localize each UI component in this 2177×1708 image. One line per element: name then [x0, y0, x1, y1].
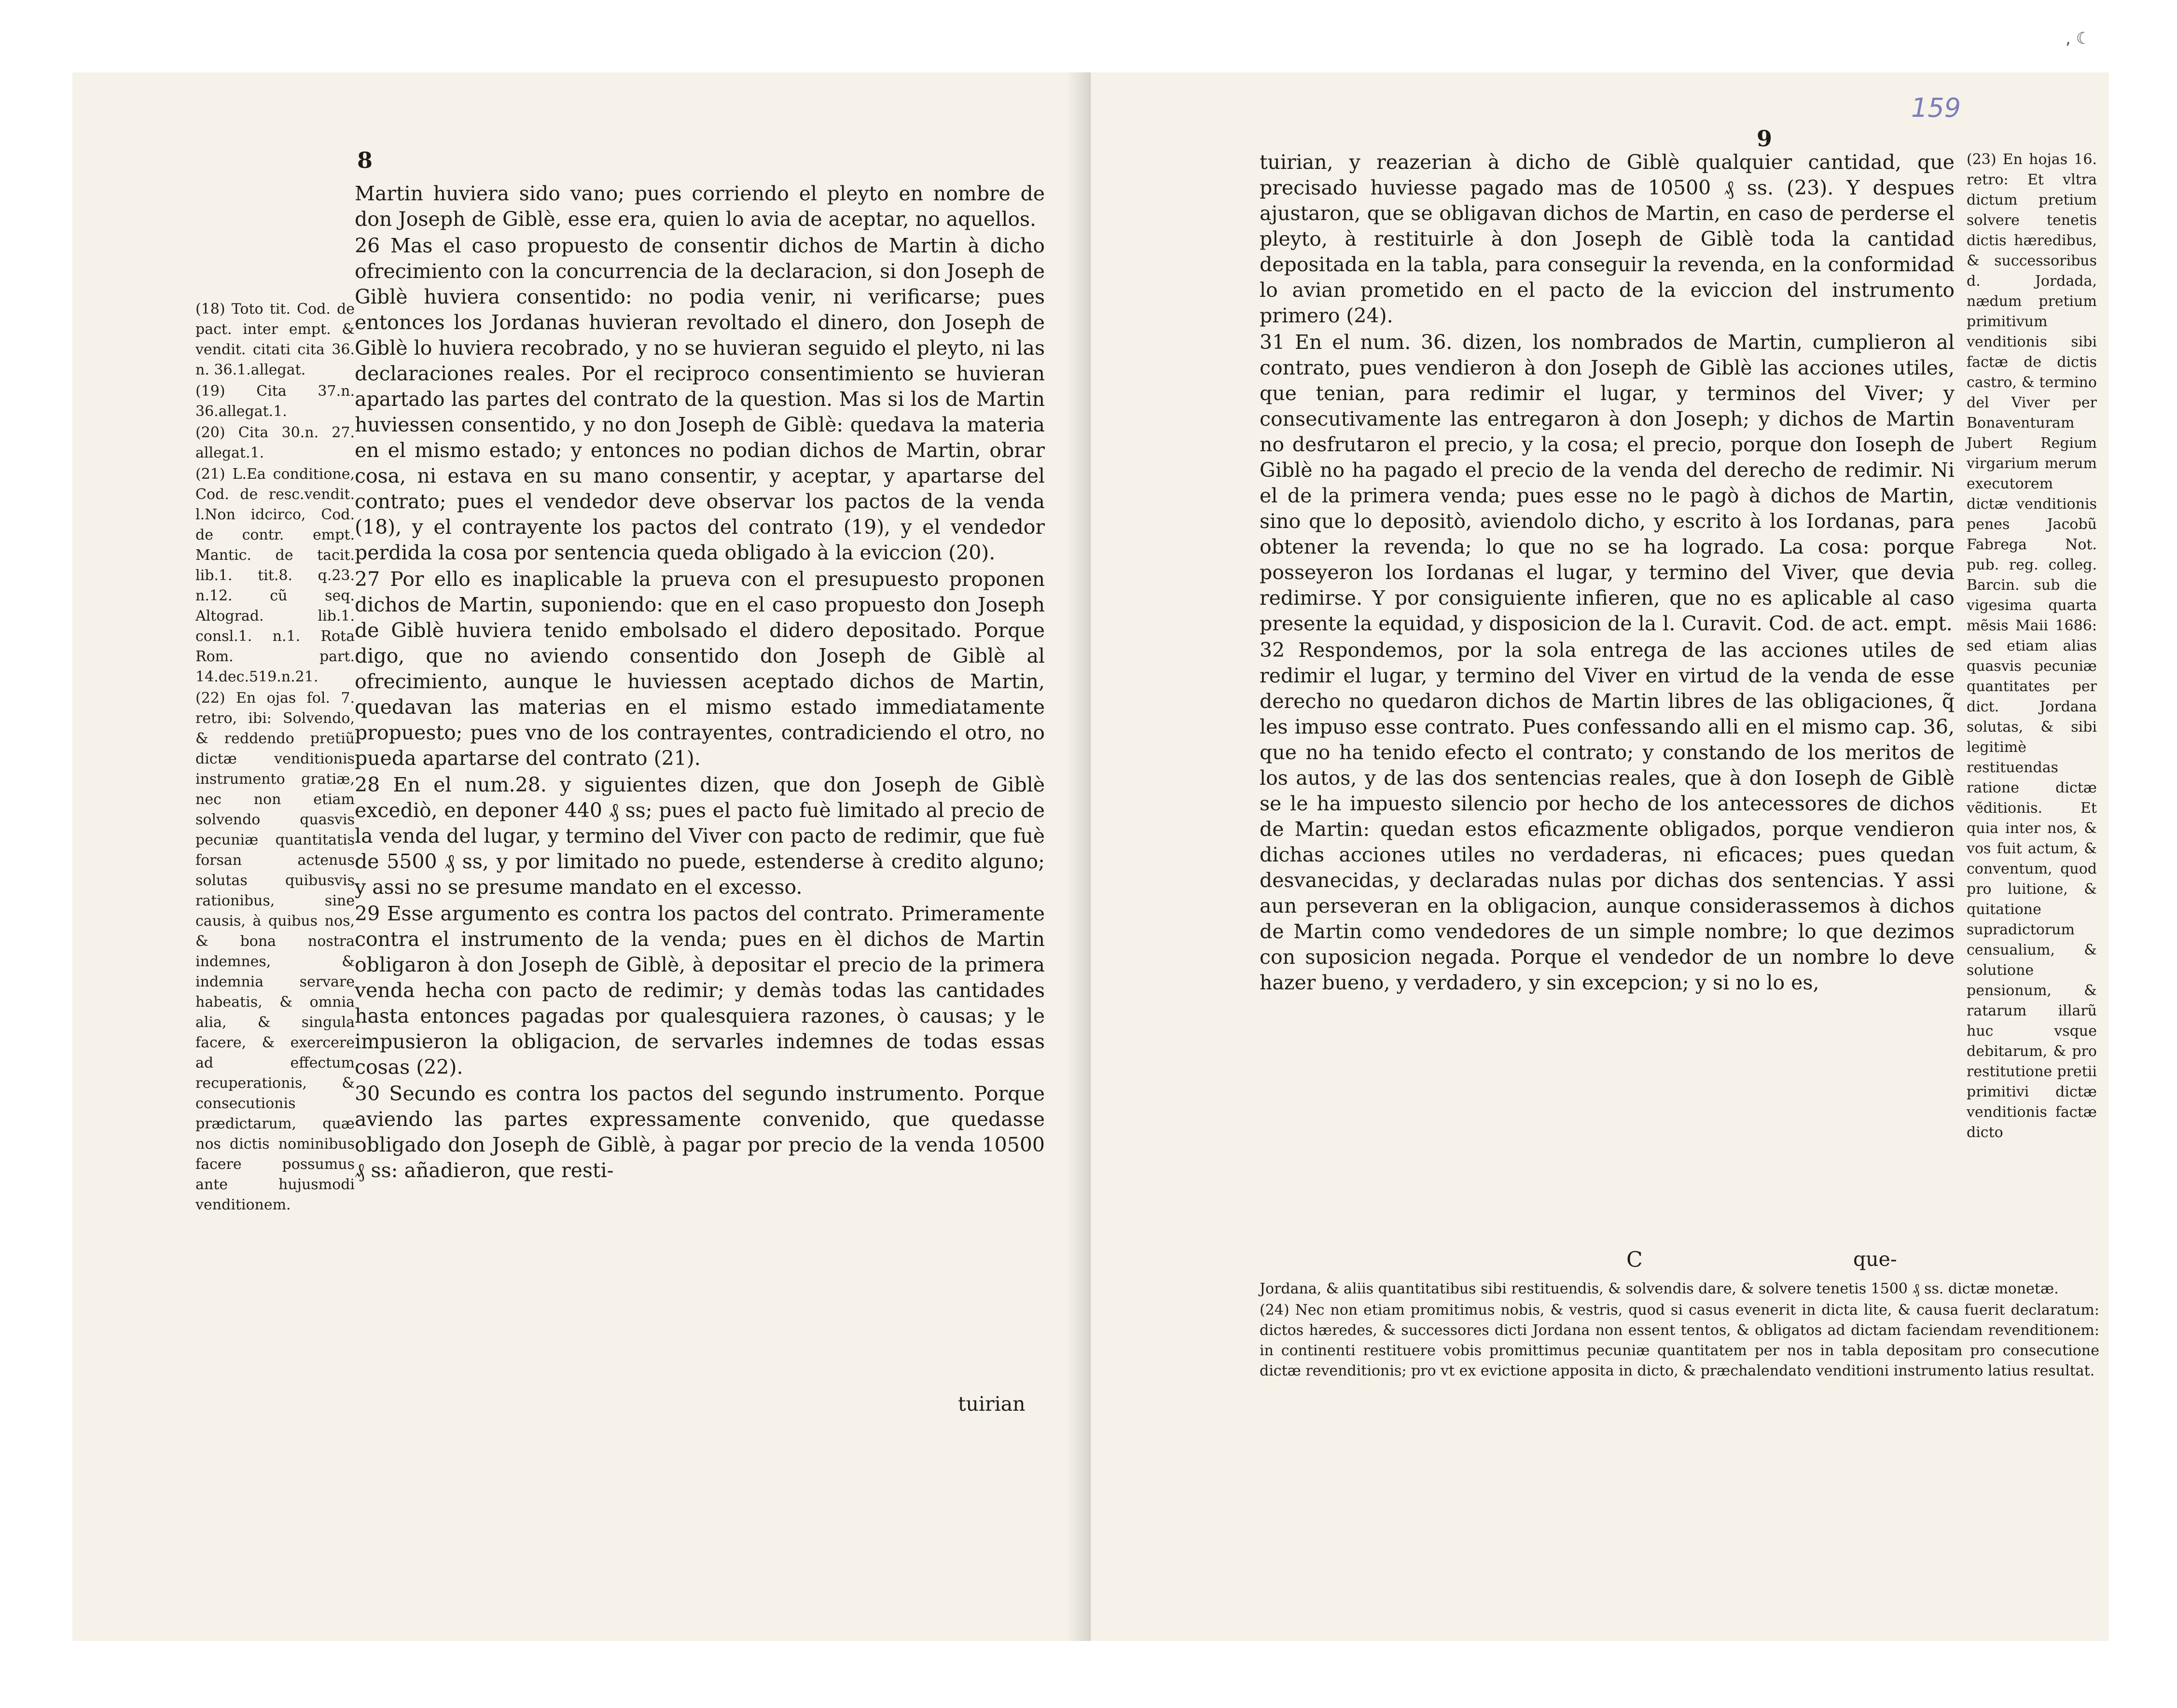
paragraph: 31 En el num. 36. dizen, los nombrados de Martin, cumplieron al contrato, pues vendieron à don Joseph de Giblè las acciones utiles, que tenian, para redimir el lugar, y terminos del Viver; y consecutivamente las entregaron à don Joseph; y dichos de Martin no desfrutaron el precio, y la cosa; el precio, porque don Ioseph de Giblè no ha pagado el precio de la venda del derecho de redimir. Ni el de la primera venda; pues esse no le pagò à dichos de Martin, sino que lo depositò, aviendolo dicho, y escrito à los Iordanas, para obtener la revenda; lo que no se ha logrado. La cosa: porque posseyeron los Iordanas el lugar, y termino del Viver, que devia redimirse. Y por consiguiente infieren, que no es aplicable al caso presente la equidad, y disposicion de la l. Curavit. Cod. de act. empt. — [1260, 331, 1955, 635]
right-page — [1091, 29, 2109, 1641]
right-margin-notes — [1967, 150, 2097, 1144]
signature-mark: C — [1626, 1248, 1645, 1272]
footnote-24: (24) Nec non etiam promitimus nobis, & vestris, quod si casus evenerit in dicta lite, & causa fuerit declaratum: dictos hæredes, & successores dicti Jordana non essent tentos, & obligatos ad dictam faciendam revenditionem: in continenti restituere vobis promittimus pecuniæ quantitatem per nos in tabla depositam pro consecutione dictæ revenditionis; pro vt ex evictione apposita in dicto, & præchalendato venditioni instrumento latius resultat. — [1260, 1302, 2099, 1379]
folio-number: 159 — [1911, 93, 1961, 123]
margin-note-23: (23) En hojas 16. retro: Et vltra dictum pretium solvere tenetis dictis hæredibus, & successoribus d. Jordada, nædum pretium primitivum venditionis sibi factæ de dictis castro, & termino del Viver per Bonaventuram Jubert Regium virgarium merum executorem dictæ venditionis penes Jacobũ Fabrega Not. pub. reg. colleg. Barcin. sub die vigesima quarta mẽsis Maii 1686: sed etiam alias quasvis pecuniæ quantitates per dict. Jordana solutas, & sibi legitimè restituendas ratione dictæ vẽditionis. Et quia inter nos, & vos fuit actum, & conventum, quod pro luitione, & quitatione supradictorum censualium, & solutione pensionum, & ratarum illarũ huc vsque debitarum, & pro restitutione pretii primitivi dictæ venditionis factæ dicto — [1967, 151, 2097, 1141]
corner-mark: , ☾ — [2066, 29, 2091, 48]
page-number-right: 9 — [1757, 125, 1773, 152]
left-margin-notes — [195, 299, 355, 1216]
catchword-right: que- — [1853, 1248, 1897, 1271]
paragraph: 30 Secundo es contra los pactos del segundo instrumento. Porque aviendo las partes expressamente convenido, que quedasse obligado don Joseph de Giblè, à pagar por precio de la venda 10500 ₰ ss: añadieron, que resti- — [355, 1082, 1045, 1182]
margin-note-21: (21) L.Ea conditione, Cod. de resc.vendit. l.Non idcirco, Cod. de contr. empt. Mantic. de tacit. lib.1. tit.8. q.23. n.12. cũ seq. Altograd. lib.1. consl.1. n.1. Rota Rom. part. 14.dec.519.n.21. — [195, 466, 355, 685]
paragraph: 29 Esse argumento es contra los pactos del contrato. Primeramente contra el instrumento de la venda; pues en èl dichos de Martin obligaron à don Joseph de Giblè, à depositar el precio de la primera venda hecha con pacto de redimir; y demàs todas las cantidades hasta entonces pagadas por qualesquiera razones, ò causas; y le impusieron la obligacion, de servarles indemnes de todas essas cosas (22). — [355, 902, 1045, 1079]
paragraph: 26 Mas el caso propuesto de consentir dichos de Martin à dicho ofrecimiento con la concurrencia de la declaracion, si don Joseph de Giblè huviera consentido: no podia venir, ni verificarse; pues entonces los Jordanas huvieran revoltado el dinero, don Joseph de Giblè lo huviera recobrado, y no se huvieran seguido el pleyto, ni las declaraciones reales. Por el reciproco consentimiento se huvieran apartado las partes del contrato de la question. Mas si los de Martin huviessen consentido, y no don Joseph de Giblè: quedava la materia en el mismo estado; y entonces no podian dichos de Martin, obrar cosa, ni estava en su mano consentir, y aceptar, y apartarse del contrato; pues el vendedor deve observar los pactos de la venda (18), y el contrayente los pactos del contrato (19), y el vendedor perdida la cosa por sentencia queda obligado à la eviccion (20). — [355, 234, 1045, 564]
margin-note-20: (20) Cita 30.n. 27. allegat.1. — [195, 424, 355, 461]
right-main-text — [1260, 150, 1955, 996]
open-book — [72, 29, 2109, 1641]
paragraph: Martin huviera sido vano; pues corriendo el pleyto en nombre de don Joseph de Giblè, esse era, quien lo avia de aceptar, no aquellos. — [355, 182, 1045, 231]
paragraph: tuirian, y reazerian à dicho de Giblè qualquier cantidad, que precisado huviesse pagado mas de 10500 ₰ ss. (23). Y despues ajustaron, que se obligavan dichos de Martin, en caso de perderse el pleyto, à restituirle à don Joseph de Giblè toda la cantidad depositada en la tabla, para conseguir la revenda, en la conformidad lo avian prometido en el pacto de la eviccion del instrumento primero (24). — [1260, 151, 1955, 327]
right-footnotes — [1260, 1279, 2099, 1382]
catchword-left: tuirian — [958, 1392, 1026, 1416]
left-main-text — [355, 181, 1045, 1183]
paragraph: 32 Respondemos, por la sola entrega de las acciones utiles de redimir el lugar, y termino del Viver en virtud de la venda de esse derecho no quedaron dichos de Martin libres de las obligaciones, q̃ les impuso esse contrato. Pues confessando alli en el mismo cap. 36, que no ha tenido efecto el contrato; y constando de los meritos de los autos, y de las dos sentencias reales, que à don Ioseph de Giblè se le ha impuesto silencio por hecho de los antecessores de dichos de Martin: quedan estos eficazmente obligados, porque vendieron dichas acciones utiles no verdaderas, ni eficaces; pues quedan desvanecidas, y declaradas nulas por dichas dos sentencias. Y assi aun perseveran en la obligacion, aunque considerassemos à dichos de Martin como vendedores de un simple nombre; lo que dezimos con suposicion negada. Porque el vendedor de un nombre lo deve hazer bueno, y verdadero, y sin excepcion; y si no lo es, — [1260, 639, 1955, 994]
page-number-left: 8 — [357, 147, 373, 173]
margin-note-19: (19) Cita 37.n. 36.allegat.1. — [195, 383, 355, 420]
margin-note-18: (18) Toto tit. Cod. de pact. inter empt. & vendit. citati cita 36. n. 36.1.allegat. — [195, 301, 355, 378]
paragraph: 27 Por ello es inaplicable la prueva con el presupuesto proponen dichos de Martin, suponiendo: que en el caso propuesto don Joseph de Giblè huviera tenido embolsado el didero depositado. Porque digo, que no aviendo consentido don Joseph de Giblè al ofrecimiento, aunque le huviessen aceptado dichos de Martin, quedavan las materias en el mismo estado immediatamente propuesto; pues vno de los contrayentes, contradiciendo el otro, no pueda apartarse del contrato (21). — [355, 568, 1045, 770]
paragraph: 28 En el num.28. y siguientes dizen, que don Joseph de Giblè excediò, en deponer 440 ₰ ss; pues el pacto fuè limitado al precio de la venda del lugar, y termino del Viver con pacto de redimir, que fuè de 5500 ₰ ss, y por limitado no puede, estenderse à credito alguno; y assi no se presume mandato en el excesso. — [355, 773, 1045, 899]
left-page — [72, 72, 1091, 1641]
margin-note-22: (22) En ojas fol. 7. retro, ibi: Solvendo, & reddendo pretiũ dictæ venditionis instrumento gratiæ, nec non etiam solvendo quasvis pecuniæ quantitatis forsan actenus solutas quibusvis rationibus, sine causis, à quibus nos, & bona nostra indemnes, & indemnia servare habeatis, & omnia alia, & singula facere, & exercere ad effectum recuperationis, & consecutionis prædictarum, quæ nos dictis nominibus facere possumus ante hujusmodi venditionem. — [195, 690, 355, 1213]
footnote-continuation: Jordana, & aliis quantitatibus sibi restituendis, & solvendis dare, & solvere tenetis 1500 ₰ ss. dictæ monetæ. — [1260, 1280, 2059, 1297]
